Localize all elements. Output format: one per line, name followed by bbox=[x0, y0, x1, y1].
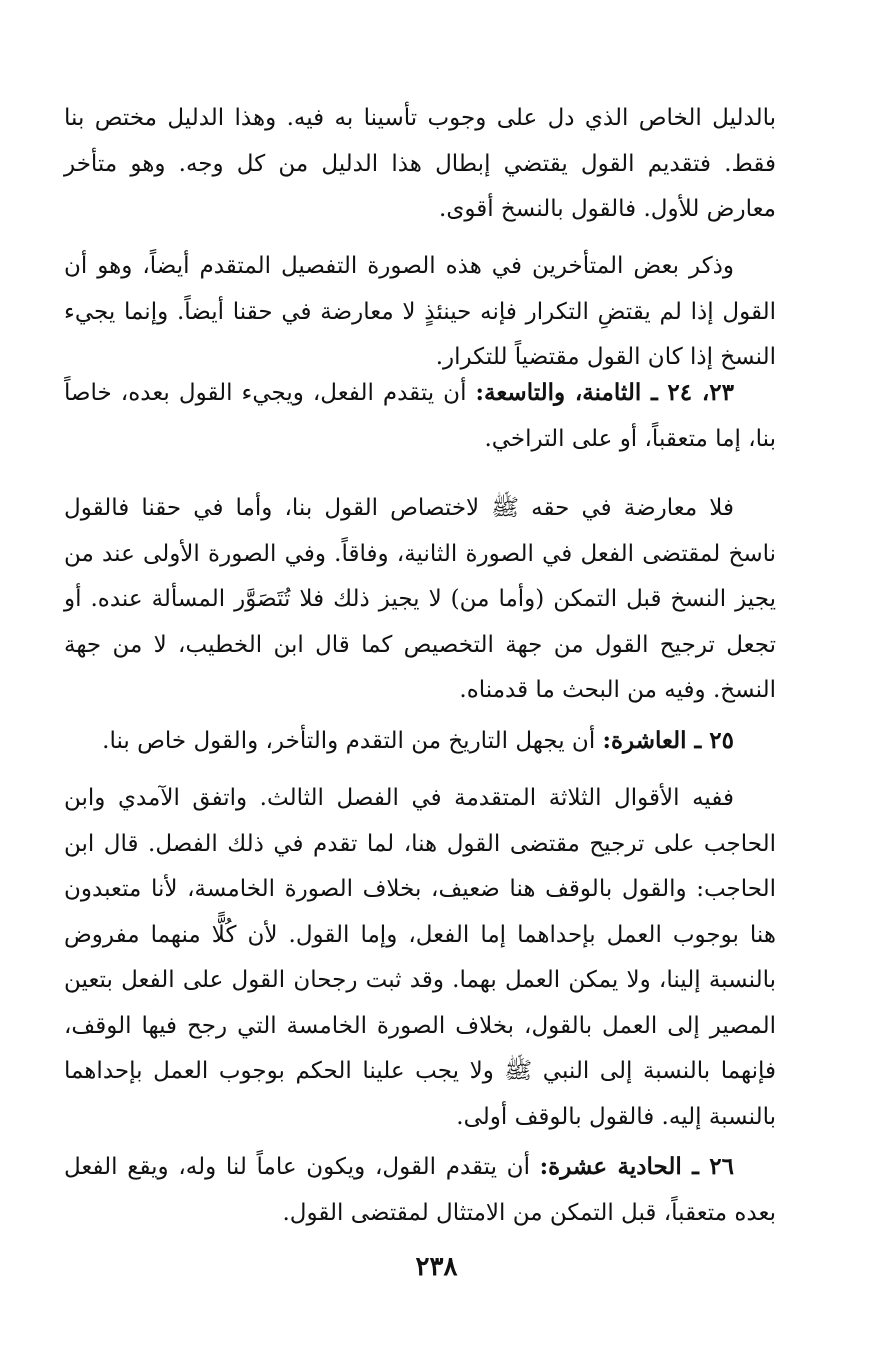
page-number: ٢٣٨ bbox=[415, 1252, 458, 1282]
section-heading: ٢٣، ٢٤ ـ الثامنة، والتاسعة: bbox=[475, 379, 734, 406]
section-25 bbox=[64, 718, 776, 765]
paragraph-late-scholars-detail bbox=[64, 244, 776, 381]
section-26 bbox=[64, 1144, 776, 1236]
section-heading: ٢٥ ـ العاشرة: bbox=[602, 727, 734, 754]
paragraph-text: فلا معارضة في حقه ﷺ لاختصاص القول بنا، وأما في حقنا فالقول ناسخ لمقتضى الفعل في الصورة الثانية، وفاقاً. وفي الصورة الأولى عند من يجيز النسخ قبل التمكن (وأما من) لا يجيز ذلك فلا تُتَصَوَّر المسألة عنده. أو تجعل ترجيح القول من جهة التخصيص كما قال ابن الخطيب، لا من جهة النسخ. وفيه من البحث ما قدمناه. bbox=[64, 495, 776, 703]
section-23-24 bbox=[64, 370, 776, 462]
paragraph-three-opinions bbox=[64, 776, 776, 1140]
section-heading: ٢٦ ـ الحادية عشرة: bbox=[539, 1153, 734, 1180]
section-text: أن يجهل التاريخ من التقدم والتأخر، والقول خاص بنا. bbox=[102, 728, 603, 754]
section-text: أن يتقدم الفعل، ويجيء القول بعده، خاصاً بنا، إما متعقباً، أو على التراخي. bbox=[64, 380, 776, 452]
paragraph-text: ففيه الأقوال الثلاثة المتقدمة في الفصل الثالث. واتفق الآمدي وابن الحاجب على ترجيح مقتضى القول هنا، لما تقدم في ذلك الفصل. قال ابن الحاجب: والقول بالوقف هنا ضعيف، بخلاف الصورة الخامسة، لأنا متعبدون هنا بوجوب العمل بإحداهما إما الفعل، وإما القول. لأن كُلًّا منهما مفروض بالنسبة إلينا، ولا يمكن العمل بهما. وقد ثبت رجحان القول على الفعل بتعين المصير إلى العمل بالقول، بخلاف الصورة الخامسة التي رجح فيها الوقف، فإنهما بالنسبة إلى النبي ﷺ ولا يجب علينا الحكم بوجوب العمل بإحداهما بالنسبة إليه. فالقول بالوقف أولى. bbox=[64, 785, 777, 1130]
paragraph-no-conflict bbox=[64, 486, 776, 714]
paragraph-continuation bbox=[64, 96, 776, 233]
section-text: أن يتقدم القول، ويكون عاماً لنا وله، ويقع الفعل بعده متعقباً، قبل التمكن من الامتثال لمقتضى القول. bbox=[64, 1154, 776, 1226]
paragraph-text: بالدليل الخاص الذي دل على وجوب تأسينا به فيه. وهذا الدليل مختص بنا فقط. فتقديم القول يقتضي إبطال هذا الدليل من كل وجه. وهو متأخر معارض للأول. فالقول بالنسخ أقوى. bbox=[64, 105, 776, 222]
paragraph-text: وذكر بعض المتأخرين في هذه الصورة التفصيل المتقدم أيضاً، وهو أن القول إذا لم يقتضِ التكرار فإنه حينئذٍ لا معارضة في حقنا أيضاً. وإنما يجيء النسخ إذا كان القول مقتضياً للتكرار. bbox=[64, 253, 776, 370]
